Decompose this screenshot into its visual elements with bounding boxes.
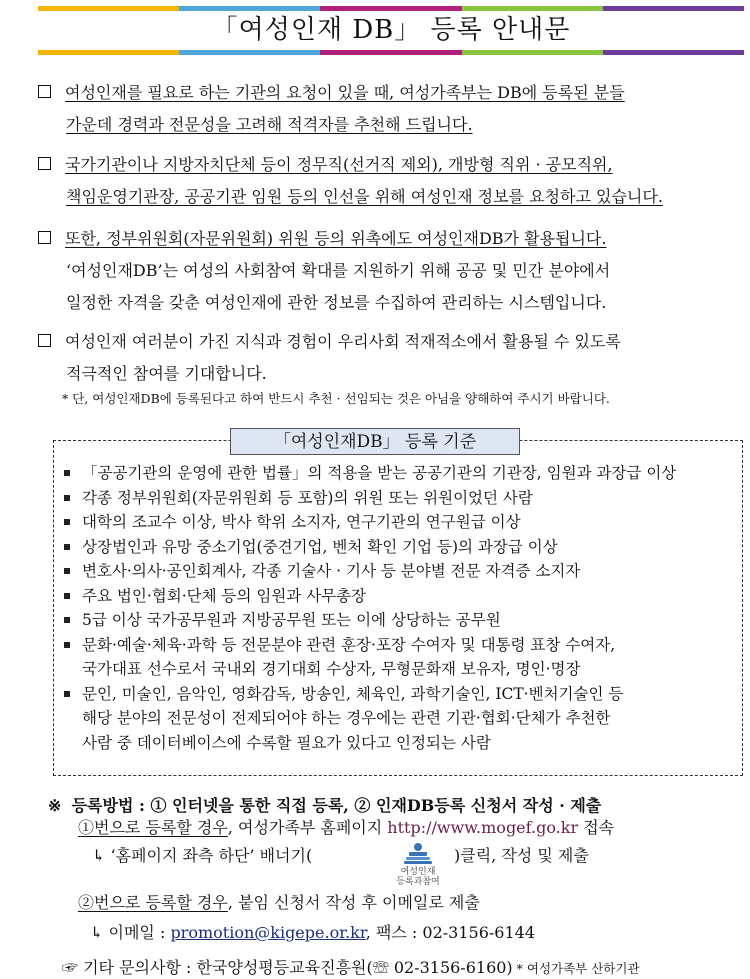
criteria-item — [62, 682, 742, 756]
item-text: 가운데 경력과 전문성을 고려해 적격자를 추천해 드립니다. — [66, 115, 473, 134]
item-line — [65, 223, 746, 255]
item-text: 적극적인 참여를 기대합니다. — [66, 364, 267, 383]
criteria-text: 문화·예술·체육·과학 등 전문분야 관련 훈장·포장 수여자 및 대통령 표창 수여자, — [82, 635, 616, 654]
contact-text: ☞ 기타 문의사항 : 한국양성평등교육진흥원(☏ 02-3156-6160) — [62, 958, 513, 977]
registration-case1-row — [78, 815, 614, 838]
item-line — [65, 326, 746, 358]
banner-instruction-prefix: ↳ ‘홈페이지 좌측 하단’ 배너기( — [92, 846, 313, 865]
color-bar-segment — [462, 50, 603, 55]
item-text: 일정한 자격을 갖춘 여성인재에 관한 정보를 수집하여 관리하는 시스템입니다. — [66, 293, 607, 312]
criteria-item — [62, 633, 742, 682]
banner-line2: 등록과참여 — [396, 877, 440, 887]
criteria-text: 변호사·의사·공인회계사, 각종 기술사 · 기사 등 분야별 전문 자격증 소지자 — [82, 562, 581, 580]
contact-suffix: * 여성가족부 산하기관 — [512, 961, 640, 976]
criteria-list — [62, 461, 742, 755]
criteria-item — [62, 535, 742, 560]
registration-heading: 등록방법 : ① 인터넷을 통한 직접 등록, ② 인재DB등록 신청서 작성 · 제출 — [71, 796, 602, 815]
banner-line1: 여성인재 — [400, 867, 436, 877]
criteria-text: 사람 중 데이터베이스에 수록할 필요가 있다고 인정되는 사람 — [82, 733, 491, 752]
info-item-participation — [38, 326, 746, 390]
checkbox-square-icon — [38, 85, 51, 98]
item-text: 여성인재 여러분이 가진 지식과 경험이 우리사회 적재적소에서 활용될 수 있도록 — [65, 332, 621, 351]
criteria-item — [62, 510, 742, 535]
info-item-system — [38, 223, 746, 319]
criteria-text: 해당 분야의 전문성이 전제되어야 하는 경우에는 관련 기관·협회·단체가 추천한 — [82, 709, 611, 727]
checkbox-square-icon — [38, 157, 51, 170]
case1-label: ①번으로 등록할 경우 — [78, 818, 228, 837]
criteria-text: 「공공기관의 운영에 관한 법률」의 적용을 받는 공공기관의 기관장, 임원과 과장급 이상 — [82, 464, 677, 482]
item-text: 여성인재를 필요로 하는 기관의 요청이 있을 때, 여성가족부는 DB에 등록된 분들 — [65, 83, 625, 102]
bottom-color-bar — [38, 50, 744, 55]
reference-mark: ※ — [48, 796, 62, 815]
people-stack-icon — [403, 842, 433, 866]
color-bar-segment — [320, 50, 461, 55]
item-line — [66, 358, 746, 390]
case1-suffix: 접속 — [578, 818, 615, 837]
criteria-text: 각종 정부위원회(자문위원회 등 포함)의 위원 또는 위원이었던 사람 — [82, 488, 533, 507]
register-banner-button[interactable] — [384, 840, 452, 886]
case2-text: , 붙임 신청서 작성 후 이메일로 제출 — [227, 893, 480, 912]
criteria-text: 주요 법인·협회·단체 등의 임원과 사무총장 — [82, 586, 367, 605]
mogef-url-link[interactable]: http://www.mogef.go.kr — [387, 818, 579, 837]
item-line — [66, 109, 746, 141]
case1-text: , 여성가족부 홈페이지 — [227, 818, 388, 837]
contact-row — [62, 955, 640, 978]
email-link[interactable]: promotion@kigepe.or.kr — [170, 923, 366, 942]
registration-email-row — [90, 920, 535, 943]
criteria-text: 대학의 조교수 이상, 박사 학위 소지자, 연구기관의 연구원급 이상 — [82, 513, 521, 531]
criteria-item — [62, 584, 742, 609]
criteria-item — [62, 461, 742, 486]
info-item-requests — [38, 149, 746, 213]
item-text: 국가기관이나 지방자치단체 등이 정무직(선거직 제외), 개방형 직위 · 공모직위, — [65, 155, 613, 174]
item-line — [65, 149, 746, 181]
page-title: 「여성인재 DB」 등록 안내문 — [211, 15, 571, 45]
checkbox-square-icon — [38, 231, 51, 244]
criteria-text: 5급 이상 국가공무원과 지방공무원 또는 이에 상당하는 공무원 — [82, 611, 501, 629]
banner-instruction-suffix: )클릭, 작성 및 제출 — [454, 846, 589, 865]
color-bar-segment — [179, 50, 320, 55]
info-item-recommendation — [38, 77, 746, 141]
footnote: * 단, 여성인재DB에 등록된다고 하여 반드시 추천 · 선임되는 것은 아님을 양해하여 주시기 바랍니다. — [62, 391, 610, 406]
criteria-text: 국가대표 선수로서 국내외 경기대회 수상자, 무형문화재 보유자, 명인·명장 — [82, 660, 581, 678]
criteria-item — [62, 486, 742, 511]
item-line — [66, 255, 746, 287]
color-bar-segment — [603, 50, 744, 55]
item-line — [66, 287, 746, 319]
color-bar-segment — [38, 50, 179, 55]
criteria-item — [62, 559, 742, 584]
email-prefix: ↳ 이메일 : — [90, 923, 171, 942]
criteria-title: 「여성인재DB」 등록 기준 — [230, 428, 520, 455]
criteria-text: 문인, 미술인, 음악인, 영화감독, 방송인, 체육인, 과학기술인, ICT·벤처기술인 등 — [82, 684, 624, 703]
item-line — [65, 77, 746, 109]
item-text: ‘여성인재DB’는 여성의 사회참여 확대를 지원하기 위해 공공 및 민간 분야에서 — [66, 261, 611, 280]
criteria-text: 상장법인과 유망 중소기업(중견기업, 벤처 확인 기업 등)의 과장급 이상 — [82, 537, 558, 556]
registration-case2-row — [78, 890, 480, 913]
fax-text: , 팩스 : 02-3156-6144 — [365, 923, 536, 942]
item-line — [66, 181, 746, 213]
case2-label: ②번으로 등록할 경우 — [78, 893, 228, 912]
registration-heading-row — [48, 793, 601, 816]
checkbox-square-icon — [38, 334, 51, 347]
item-text: 또한, 정부위원회(자문위원회) 위원 등의 위촉에도 여성인재DB가 활용됩니다. — [65, 229, 607, 248]
item-text: 책임운영기관장, 공공기관 임원 등의 인선을 위해 여성인재 정보를 요청하고 있습니다. — [66, 187, 663, 206]
criteria-item — [62, 608, 742, 633]
